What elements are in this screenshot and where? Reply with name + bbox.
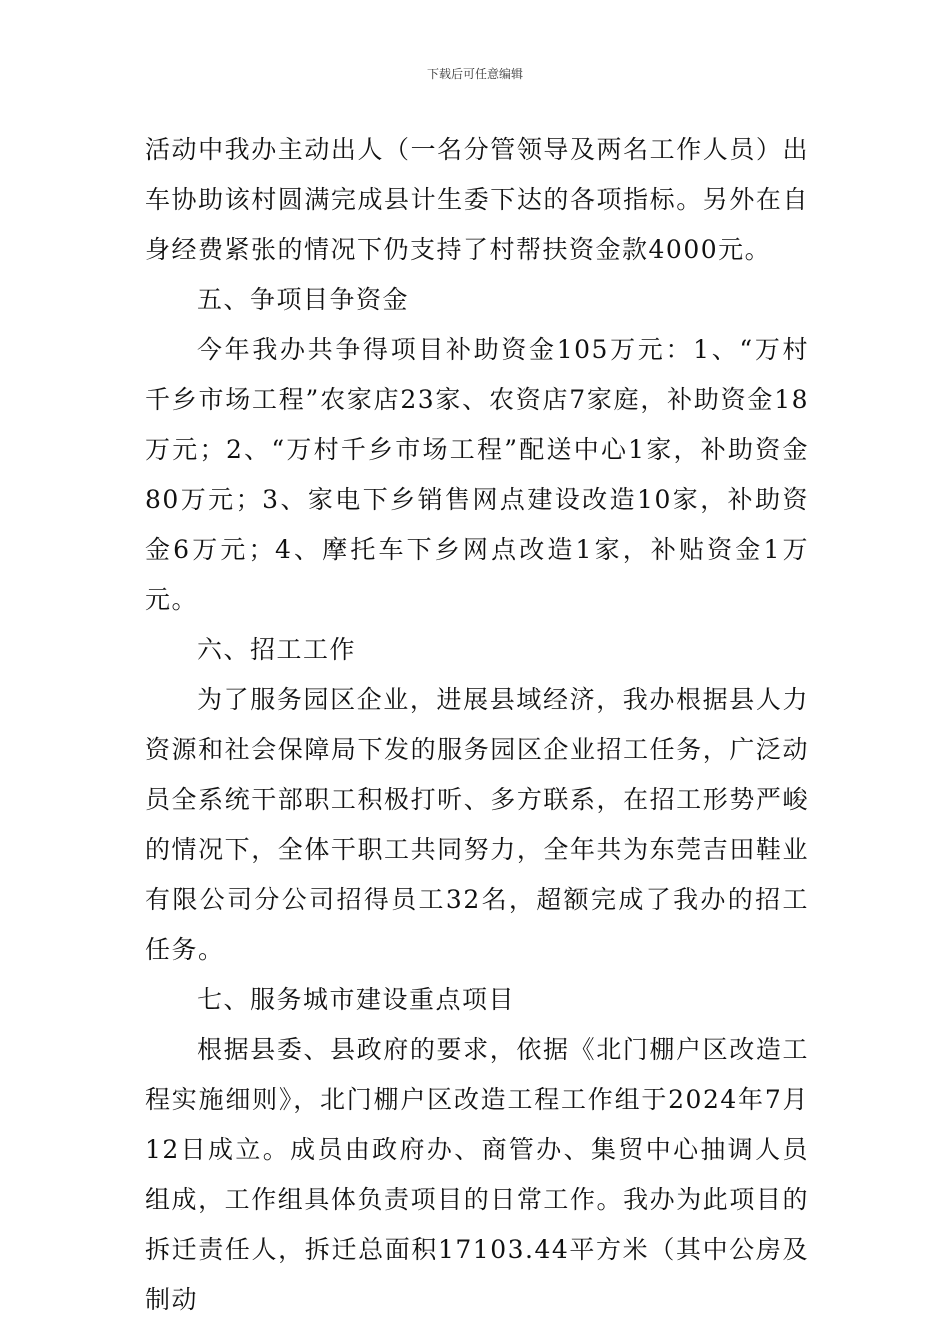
section-heading-recruitment: 六、招工工作 [197,635,357,664]
paragraph-project-funding: 今年我办共争得项目补助资金105万元：1、“万村千乡市场工程”农家店23家、农资店7家庭，补助资金18万元；2、“万村千乡市场工程”配送中心1家，补助资金80万元；3、家电下乡销售网点建设改造10家，补助资金6万元；4、摩托车下乡网点改造1家，补贴资金1万元。 [145,335,809,614]
paragraph-family-planning-support: 活动中我办主动出人（一名分管领导及两名工作人员）出车协助该村圆满完成县计生委下达的各项指标。另外在自身经费紧张的情况下仍支持了村帮扶资金款4000元。 [145,135,809,264]
paragraph-urban-construction: 根据县委、县政府的要求，依据《北门棚户区改造工程实施细则》，北门棚户区改造工程工作组于2024年7月12日成立。成员由政府办、商管办、集贸中心抽调人员组成，工作组具体负责项目的日常工作。我办为此项目的拆迁责任人，拆迁总面积17103.44平方米（其中公房及制动 [145,1035,809,1314]
document-body [145,125,809,1325]
paragraph-recruitment: 为了服务园区企业，进展县域经济，我办根据县人力资源和社会保障局下发的服务园区企业招工任务，广泛动员全系统干部职工积极打听、多方联系，在招工形势严峻的情况下，全体干职工共同努力，全年共为东莞吉田鞋业有限公司分公司招得员工32名，超额完成了我办的招工任务。 [145,685,809,964]
page-header: 下载后可任意编辑 [426,67,523,81]
section-heading-urban-construction: 七、服务城市建设重点项目 [197,985,516,1014]
section-heading-funding: 五、争项目争资金 [197,285,410,314]
